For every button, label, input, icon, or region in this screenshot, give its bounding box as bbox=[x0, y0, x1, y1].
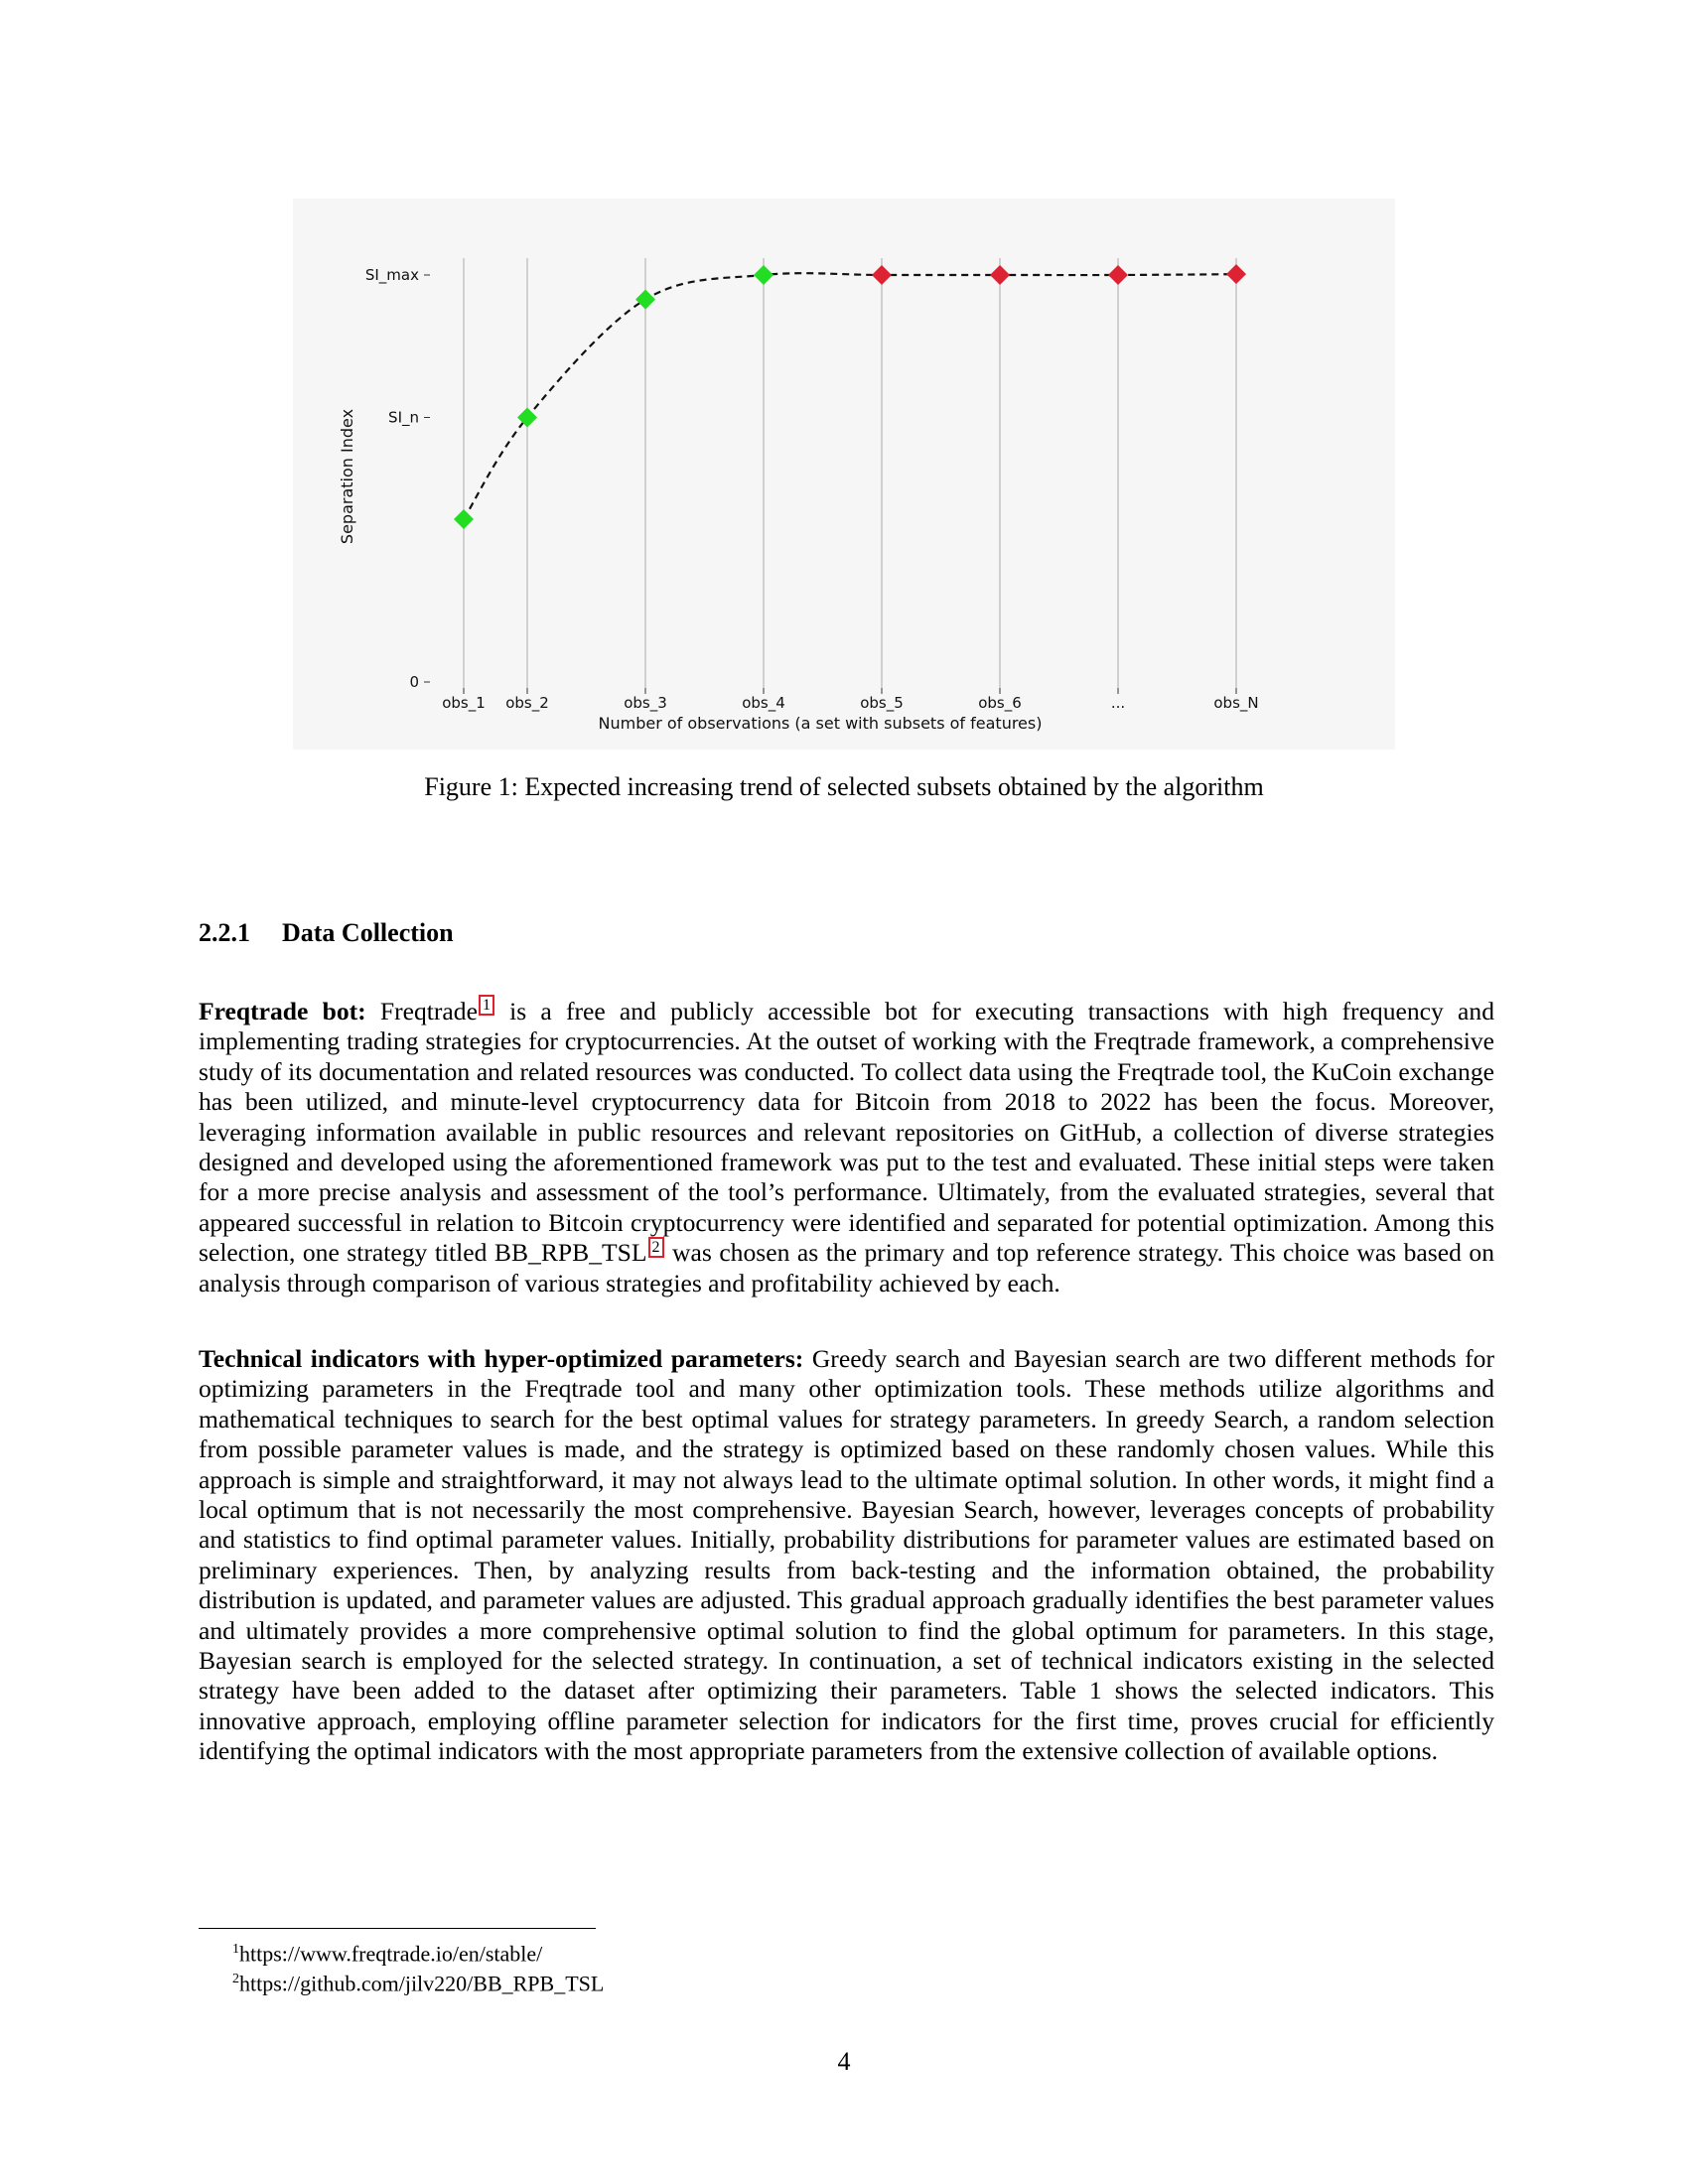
paragraph-technical-indicators bbox=[199, 1344, 1494, 1767]
footnote-link[interactable]: https://www.freqtrade.io/en/stable/ bbox=[239, 1941, 543, 1967]
footnote-mark: 1 bbox=[232, 1942, 239, 1957]
paragraph-text: was chosen as the primary and top reference strategy. This choice was based on analysis through comparison of various strategies and profitability achieved by each. bbox=[199, 1238, 1494, 1297]
section-title: Data Collection bbox=[282, 918, 454, 947]
y-axis-label: Separation Index bbox=[338, 408, 356, 545]
footnote-link[interactable]: https://github.com/jilv220/BB_RPB_TSL bbox=[239, 1971, 605, 1996]
paragraph-freqtrade-bot bbox=[199, 997, 1494, 1298]
x-tick-label: obs_N bbox=[1213, 694, 1259, 712]
footnote-2 bbox=[232, 1966, 604, 1997]
figure-caption: Figure 1: Expected increasing trend of selected subsets obtained by the algorithm bbox=[424, 772, 1264, 801]
x-axis-label: Number of observations (a set with subsets of features) bbox=[598, 714, 1043, 733]
x-tick-label: obs_3 bbox=[624, 694, 667, 712]
si-trend-chart bbox=[293, 199, 1395, 750]
page-number: 4 bbox=[837, 2047, 851, 2076]
y-tick-label: SI_max bbox=[364, 266, 419, 284]
paragraph-text: Greedy search and Bayesian search are two different methods for optimizing parameters in the Freqtrade tool and many other optimization tools. These methods utilize algorithms and mathematical techniques to search for the best optimal values for strategy parameters. In greedy Search, a random selection from possible parameter values is made, and the strategy is optimized based on these randomly chosen values. While this approach is simple and straightforward, it may not always lead to the ultimate optimal solution. In other words, it might find a local optimum that is not necessarily the most comprehensive. Bayesian Search, however, leverages concepts of probability and statistics to find optimal parameter values. Initially, probability distributions for parameter values are estimated based on preliminary experiences. Then, by analyzing results from back-testing and the information obtained, the probability distribution is updated, and parameter values are adjusted. This gradual approach gradually identifies the best parameter values and ultimately provides a more comprehensive optimal solution to find the global optimum for parameters. In this stage, Bayesian search is employed for the selected strategy. In continuation, a set of technical indicators existing in the selected strategy have been added to the dataset after optimizing their parameters. Table 1 shows the selected indicators. This innovative approach, employing offline parameter selection for indicators for the first time, proves crucial for efficiently identifying the optimal indicators with the most appropriate parameters from the extensive collection of available options. bbox=[199, 1344, 1494, 1766]
x-tick-label: obs_2 bbox=[505, 694, 549, 712]
x-tick-label: obs_5 bbox=[860, 694, 904, 712]
x-tick-label: obs_1 bbox=[442, 694, 486, 712]
y-tick-label: SI_n bbox=[388, 408, 419, 427]
footnote-divider bbox=[199, 1928, 596, 1929]
footnote-1 bbox=[232, 1936, 542, 1968]
paragraph-lead: Technical indicators with hyper-optimized parameters: bbox=[199, 1344, 804, 1373]
section-number: 2.2.1 bbox=[199, 918, 250, 947]
paragraph-lead: Freqtrade bot: bbox=[199, 997, 366, 1025]
paragraph-text: is a free and publicly accessible bot for executing transactions with high frequency and implementing trading strategies for cryptocurrencies. At the outset of working with the Freqtrade framework, a comprehensive study of its documentation and related resources was conducted. To collect data using the Freqtrade tool, the KuCoin exchange has been utilized, and minute-level cryptocurrency data for Bitcoin from 2018 to 2022 has been the focus. Moreover, leveraging information available in public resources and relevant repositories on GitHub, a collection of diverse strategies designed and developed using the aforementioned framework was put to the test and evaluated. These initial steps were taken for a more precise analysis and assessment of the tool’s performance. Ultimately, from the evaluated strategies, several that appeared successful in relation to Bitcoin cryptocurrency were identified and separated for potential optimization. Among this selection, one strategy titled BB_RPB_TSL bbox=[199, 997, 1494, 1268]
x-tick-label: obs_6 bbox=[978, 694, 1022, 712]
footnote-mark: 2 bbox=[232, 1972, 239, 1986]
y-tick-label: 0 bbox=[409, 673, 419, 691]
footnote-ref-1[interactable]: 1 bbox=[479, 995, 494, 1016]
x-tick-label: ... bbox=[1110, 694, 1126, 712]
figure-1 bbox=[293, 199, 1395, 750]
x-tick-label: obs_4 bbox=[742, 694, 785, 712]
footnote-ref-2[interactable]: 2 bbox=[648, 1237, 664, 1258]
section-heading bbox=[199, 917, 454, 949]
paragraph-text: Freqtrade bbox=[365, 997, 478, 1025]
